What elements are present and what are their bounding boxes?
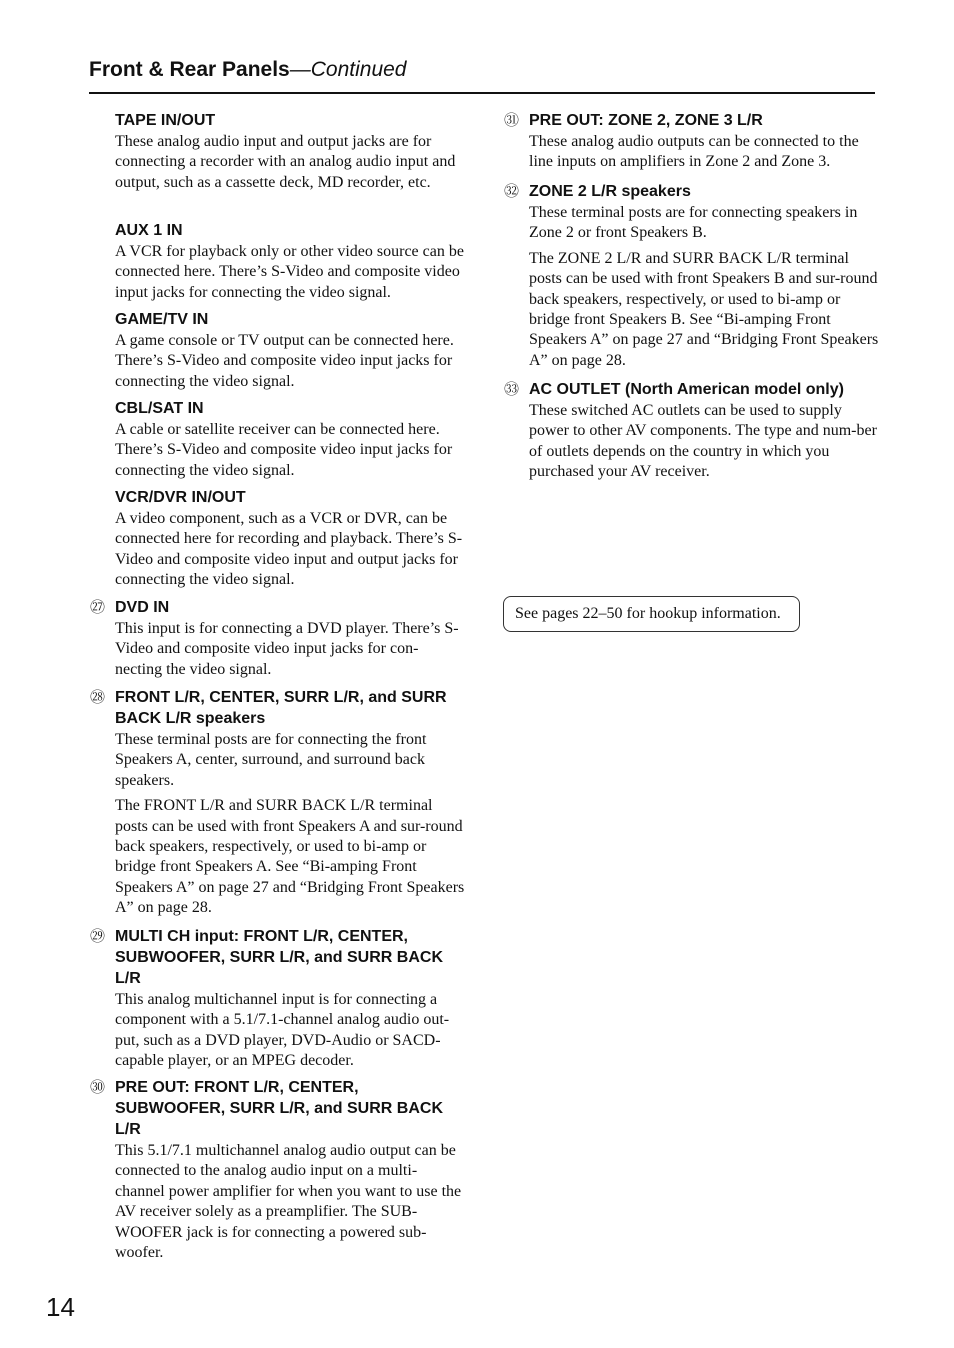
entry-body xyxy=(115,730,465,919)
header-continued: —Continued xyxy=(289,58,407,81)
entry-paragraph: This 5.1/7.1 multichannel analog audio output can be connected to the analog audio input on a multi-channel power amplifier for when you want to use the AV receiver solely as a preamplifier. The SUB-WOOFER jack is for connecting a powered sub-woofer. xyxy=(115,1142,462,1262)
entry-pre-out-zone xyxy=(504,110,879,173)
entry-body xyxy=(115,420,465,481)
entry-heading: CBL/SAT IN xyxy=(115,400,204,417)
entry-ac-outlet xyxy=(504,379,879,483)
entry-vcr-dvr-in-out xyxy=(115,487,465,591)
entry-body xyxy=(115,242,465,303)
entry-number: ㉝ xyxy=(504,380,520,398)
entry-paragraph: This input is for connecting a DVD player. There’s S-Video and composite video input jacks for con-necting the video signal. xyxy=(115,620,459,678)
page-header xyxy=(89,56,875,94)
entry-body xyxy=(115,331,465,392)
entry-heading: AUX 1 IN xyxy=(115,222,183,239)
entry-paragraph: A cable or satellite receiver can be connected here. There’s S-Video and composite video input jacks for connecting the video signal. xyxy=(115,421,453,479)
entry-heading: GAME/TV IN xyxy=(115,311,209,328)
header-title: Front & Rear Panels xyxy=(89,58,290,81)
entry-heading: AC OUTLET (North American model only) xyxy=(529,381,844,398)
entry-number: ㉚ xyxy=(90,1078,106,1096)
entry-front-speakers xyxy=(90,687,465,919)
entry-heading: DVD IN xyxy=(115,599,170,616)
entry-paragraph: These terminal posts are for connecting the front Speakers A, center, surround, and surround back speakers. xyxy=(115,731,427,789)
entry-body xyxy=(115,990,465,1072)
entry-number: ㉗ xyxy=(90,598,106,616)
entry-body xyxy=(529,203,879,371)
entry-dvd-in xyxy=(90,597,465,680)
entry-paragraph: A game console or TV output can be connected here. There’s S-Video and composite video input jacks for connecting the video signal. xyxy=(115,332,454,390)
entry-number: ㉛ xyxy=(504,111,520,129)
entry-zone-2-speakers xyxy=(504,181,879,371)
entry-aux-1-in xyxy=(115,220,465,303)
entry-heading: PRE OUT: ZONE 2, ZONE 3 L/R xyxy=(529,112,763,129)
page-title xyxy=(89,58,406,82)
entry-body xyxy=(529,401,879,483)
entry-heading: VCR/DVR IN/OUT xyxy=(115,489,246,506)
entry-heading: ZONE 2 L/R speakers xyxy=(529,183,691,200)
entry-paragraph: A video component, such as a VCR or DVR, can be connected here for recording and playback. There’s S-Video and composite video input and output jacks for connecting the video signal. xyxy=(115,510,463,589)
entry-body xyxy=(115,619,465,680)
entry-heading: MULTI CH input: FRONT L/R, CENTER, SUBWOOFER, SURR L/R, and SURR BACK L/R xyxy=(115,928,443,987)
entry-paragraph: The FRONT L/R and SURR BACK L/R terminal posts can be used with front Speakers A and sur-round back speakers, respectively, or used to bi-amp or bridge front Speakers A. See “Bi-amping Front Speakers A” on page 27 and “Bridging Front Speakers A” on page 28. xyxy=(115,797,465,917)
entry-number: ㉜ xyxy=(504,182,520,200)
entry-cbl-sat-in xyxy=(115,398,465,481)
entry-number: ㉘ xyxy=(90,688,106,706)
entry-pre-out-front xyxy=(90,1077,465,1263)
entry-heading: TAPE IN/OUT xyxy=(115,112,216,129)
entry-paragraph: These analog audio outputs can be connected to the line inputs on amplifiers in Zone 2 and Zone 3. xyxy=(529,133,859,171)
entry-tape-in-out xyxy=(115,110,465,193)
entry-body xyxy=(115,1141,465,1263)
entry-body xyxy=(115,509,465,591)
entry-paragraph: These analog audio input and output jacks are for connecting a recorder with an analog audio input and output, such as a cassette deck, MD recorder, etc. xyxy=(115,133,456,191)
entry-game-tv-in xyxy=(115,309,465,392)
entry-paragraph: These switched AC outlets can be used to supply power to other AV components. The type and num-ber of outlets depends on the country in which you purchased your AV receiver. xyxy=(529,402,877,481)
entry-body xyxy=(115,132,465,193)
entry-paragraph: The ZONE 2 L/R and SURR BACK L/R terminal posts can be used with front Speakers B and sur-round back speakers, respectively, or used to bi-amp or bridge front Speakers B. See “Bi-amping Front Speakers A” on page 27 and “Bridging Front Speakers A” on page 28. xyxy=(529,249,879,369)
entry-body xyxy=(529,132,879,173)
page-number: 14 xyxy=(46,1292,75,1322)
entry-heading: FRONT L/R, CENTER, SURR L/R, and SURR BACK L/R speakers xyxy=(115,689,447,727)
entry-heading: PRE OUT: FRONT L/R, CENTER, SUBWOOFER, SURR L/R, and SURR BACK L/R xyxy=(115,1079,443,1138)
entry-paragraph: This analog multichannel input is for connecting a component with a 5.1/7.1-channel analog audio out-put, such as a DVD player, DVD-Audio or SACD-capable player, or an MPEG decoder. xyxy=(115,991,450,1070)
entry-paragraph: These terminal posts are for connecting speakers in Zone 2 or front Speakers B. xyxy=(529,204,858,242)
hookup-note: See pages 22–50 for hookup information. xyxy=(503,596,800,632)
entry-multi-ch-input xyxy=(90,926,465,1072)
entry-paragraph: A VCR for playback only or other video source can be connected here. There’s S-Video and composite video input jacks for connecting the video signal. xyxy=(115,243,464,301)
entry-number: ㉙ xyxy=(90,927,106,945)
